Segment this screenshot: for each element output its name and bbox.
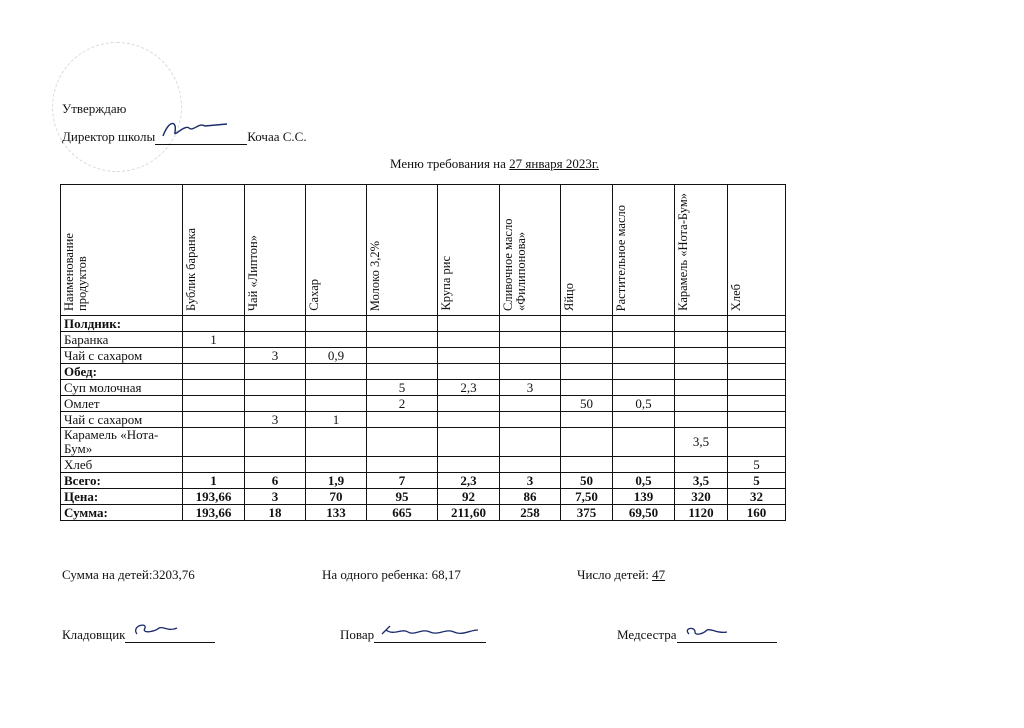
table-cell <box>183 316 245 332</box>
row-label: Сумма: <box>61 505 183 521</box>
table-row <box>61 348 786 364</box>
column-header <box>183 185 245 316</box>
table-cell <box>438 428 500 457</box>
table-cell <box>367 457 438 473</box>
table-cell <box>245 396 306 412</box>
table-cell: 2,3 <box>438 473 500 489</box>
table-cell <box>613 380 675 396</box>
column-header-label: Растительное масло <box>614 204 628 311</box>
table-cell <box>367 364 438 380</box>
director-signature <box>155 130 247 145</box>
table-cell: 0,9 <box>306 348 367 364</box>
nurse-signature-line <box>617 627 777 643</box>
table-cell <box>438 364 500 380</box>
director-label: Директор школы <box>62 129 156 144</box>
table-cell <box>500 412 561 428</box>
table-cell <box>500 316 561 332</box>
table-cell <box>728 332 786 348</box>
storekeeper-signature <box>125 628 215 643</box>
row-label: Баранка <box>61 332 183 348</box>
column-header-label: Бублик баранка <box>184 228 198 311</box>
table-cell <box>728 364 786 380</box>
table-cell <box>728 428 786 457</box>
table-cell: 69,50 <box>613 505 675 521</box>
table-cell <box>561 364 613 380</box>
per-child-label: На одного ребенка: <box>322 567 429 582</box>
menu-table <box>60 184 786 521</box>
table-row <box>61 396 786 412</box>
storekeeper-label: Кладовщик <box>62 627 126 642</box>
table-cell: 3 <box>245 348 306 364</box>
table-cell <box>561 457 613 473</box>
row-label: Цена: <box>61 489 183 505</box>
table-cell <box>561 316 613 332</box>
per-child-value: 68,17 <box>431 567 461 582</box>
table-cell <box>561 348 613 364</box>
table-cell: 86 <box>500 489 561 505</box>
table-cell <box>245 457 306 473</box>
cook-signature <box>374 628 486 643</box>
table-cell <box>306 316 367 332</box>
row-label: Чай с сахаром <box>61 412 183 428</box>
table-row <box>61 473 786 489</box>
table-cell <box>438 332 500 348</box>
table-cell: 1 <box>183 473 245 489</box>
table-cell <box>675 348 728 364</box>
column-header <box>728 185 786 316</box>
table-cell <box>438 412 500 428</box>
table-cell: 1,9 <box>306 473 367 489</box>
table-row <box>61 457 786 473</box>
table-cell <box>613 428 675 457</box>
column-header-label: Молоко 3,2% <box>368 240 382 311</box>
children-label: Число детей: <box>577 567 649 582</box>
table-cell: 70 <box>306 489 367 505</box>
column-header-label: Крупа рис <box>439 256 453 311</box>
row-label: Чай с сахаром <box>61 348 183 364</box>
approve-label: Утверждаю <box>62 101 127 116</box>
table-cell <box>728 396 786 412</box>
table-cell <box>613 332 675 348</box>
table-cell <box>728 348 786 364</box>
table-cell: 5 <box>728 457 786 473</box>
director-name: Кочаа С.С. <box>247 129 307 144</box>
table-cell <box>306 396 367 412</box>
director-line <box>62 129 307 145</box>
document-title <box>390 156 599 172</box>
table-cell <box>306 457 367 473</box>
column-header <box>675 185 728 316</box>
table-row <box>61 489 786 505</box>
table-cell <box>306 332 367 348</box>
column-header-label: Карамель «Нота-Бум» <box>676 193 690 311</box>
table-cell <box>367 348 438 364</box>
nurse-label: Медсестра <box>617 627 677 642</box>
table-row <box>61 332 786 348</box>
column-header-label: Сливочное масло «Филипонова» <box>501 218 528 311</box>
storekeeper-signature-line <box>62 627 215 643</box>
column-header <box>438 185 500 316</box>
table-cell: 32 <box>728 489 786 505</box>
table-cell <box>675 396 728 412</box>
table-cell: 0,5 <box>613 473 675 489</box>
table-cell: 3 <box>500 380 561 396</box>
table-cell <box>500 364 561 380</box>
table-cell <box>245 380 306 396</box>
nurse-signature <box>677 628 777 643</box>
table-cell <box>183 380 245 396</box>
table-cell <box>183 412 245 428</box>
table-body <box>61 316 786 521</box>
table-cell <box>367 428 438 457</box>
table-cell <box>561 412 613 428</box>
table-cell: 3 <box>245 489 306 505</box>
table-cell: 5 <box>728 473 786 489</box>
table-cell: 7 <box>367 473 438 489</box>
table-cell: 193,66 <box>183 505 245 521</box>
column-header <box>561 185 613 316</box>
table-cell <box>675 364 728 380</box>
table-cell <box>367 316 438 332</box>
table-cell <box>675 316 728 332</box>
table-cell <box>367 332 438 348</box>
cook-label: Повар <box>340 627 375 642</box>
title-prefix: Меню требования на <box>390 156 506 171</box>
table-cell: 375 <box>561 505 613 521</box>
table-cell: 3,5 <box>675 473 728 489</box>
table-cell: 95 <box>367 489 438 505</box>
table-cell: 258 <box>500 505 561 521</box>
table-cell <box>613 457 675 473</box>
column-header-name <box>61 185 183 316</box>
table-cell: 2 <box>367 396 438 412</box>
table-cell <box>183 457 245 473</box>
column-header <box>613 185 675 316</box>
table-cell <box>438 348 500 364</box>
table-cell: 92 <box>438 489 500 505</box>
table-cell: 1120 <box>675 505 728 521</box>
column-header <box>306 185 367 316</box>
table-cell <box>561 380 613 396</box>
table-cell: 133 <box>306 505 367 521</box>
column-header <box>500 185 561 316</box>
row-label: Полдник: <box>61 316 183 332</box>
table-cell: 18 <box>245 505 306 521</box>
table-cell: 50 <box>561 396 613 412</box>
row-label: Обед: <box>61 364 183 380</box>
table-cell <box>500 457 561 473</box>
table-cell: 3,5 <box>675 428 728 457</box>
table-cell: 6 <box>245 473 306 489</box>
table-cell <box>675 457 728 473</box>
table-cell <box>675 380 728 396</box>
table-cell: 0,5 <box>613 396 675 412</box>
children-count <box>577 567 665 583</box>
per-child-sum <box>322 567 461 583</box>
table-cell <box>613 364 675 380</box>
table-cell <box>613 348 675 364</box>
table-row <box>61 505 786 521</box>
table-cell: 193,66 <box>183 489 245 505</box>
table-cell <box>183 396 245 412</box>
table-cell <box>438 396 500 412</box>
table-row <box>61 380 786 396</box>
table-cell <box>306 364 367 380</box>
column-header <box>367 185 438 316</box>
table-cell <box>367 412 438 428</box>
table-cell <box>500 396 561 412</box>
table-cell <box>245 316 306 332</box>
table-cell <box>500 428 561 457</box>
table-row <box>61 428 786 457</box>
table-cell <box>306 380 367 396</box>
table-cell: 139 <box>613 489 675 505</box>
total-value: 3203,76 <box>152 567 195 582</box>
table-cell <box>561 332 613 348</box>
table-cell <box>438 316 500 332</box>
table-cell: 3 <box>245 412 306 428</box>
table-cell <box>613 316 675 332</box>
table-cell <box>500 348 561 364</box>
table-cell <box>675 332 728 348</box>
row-label: Омлет <box>61 396 183 412</box>
table-row <box>61 364 786 380</box>
table-cell <box>306 428 367 457</box>
table-cell: 211,60 <box>438 505 500 521</box>
column-header-label: Хлеб <box>729 283 743 311</box>
table-cell <box>728 380 786 396</box>
column-header-label: Сахар <box>307 279 321 311</box>
table-cell: 160 <box>728 505 786 521</box>
table-cell: 2,3 <box>438 380 500 396</box>
column-header <box>245 185 306 316</box>
table-cell <box>675 412 728 428</box>
table-cell <box>438 457 500 473</box>
title-date: 27 января 2023г. <box>509 156 599 171</box>
table-cell: 320 <box>675 489 728 505</box>
table-cell: 1 <box>306 412 367 428</box>
table-cell <box>183 428 245 457</box>
table-cell: 1 <box>183 332 245 348</box>
table-cell: 3 <box>500 473 561 489</box>
table-cell: 5 <box>367 380 438 396</box>
table-cell <box>245 364 306 380</box>
column-header-label: Чай «Липтон» <box>246 234 260 311</box>
table-row <box>61 412 786 428</box>
header-row <box>61 185 786 316</box>
children-value: 47 <box>652 567 666 582</box>
table-cell <box>183 364 245 380</box>
table-cell: 50 <box>561 473 613 489</box>
table-cell <box>613 412 675 428</box>
row-label: Суп молочная <box>61 380 183 396</box>
cook-signature-line <box>340 627 486 643</box>
total-children-sum <box>62 567 195 583</box>
table-cell <box>245 332 306 348</box>
table-cell <box>728 316 786 332</box>
total-label: Сумма на детей: <box>62 567 153 582</box>
row-label: Хлеб <box>61 457 183 473</box>
table-cell <box>728 412 786 428</box>
row-label: Всего: <box>61 473 183 489</box>
table-cell: 7,50 <box>561 489 613 505</box>
column-header-label: Наименование продуктов <box>62 233 89 311</box>
column-header-label: Яйцо <box>562 283 576 311</box>
table-cell <box>183 348 245 364</box>
table-cell <box>561 428 613 457</box>
table-cell <box>500 332 561 348</box>
table-cell: 665 <box>367 505 438 521</box>
table-row <box>61 316 786 332</box>
row-label: Карамель «Нота-Бум» <box>61 428 183 457</box>
table-cell <box>245 428 306 457</box>
